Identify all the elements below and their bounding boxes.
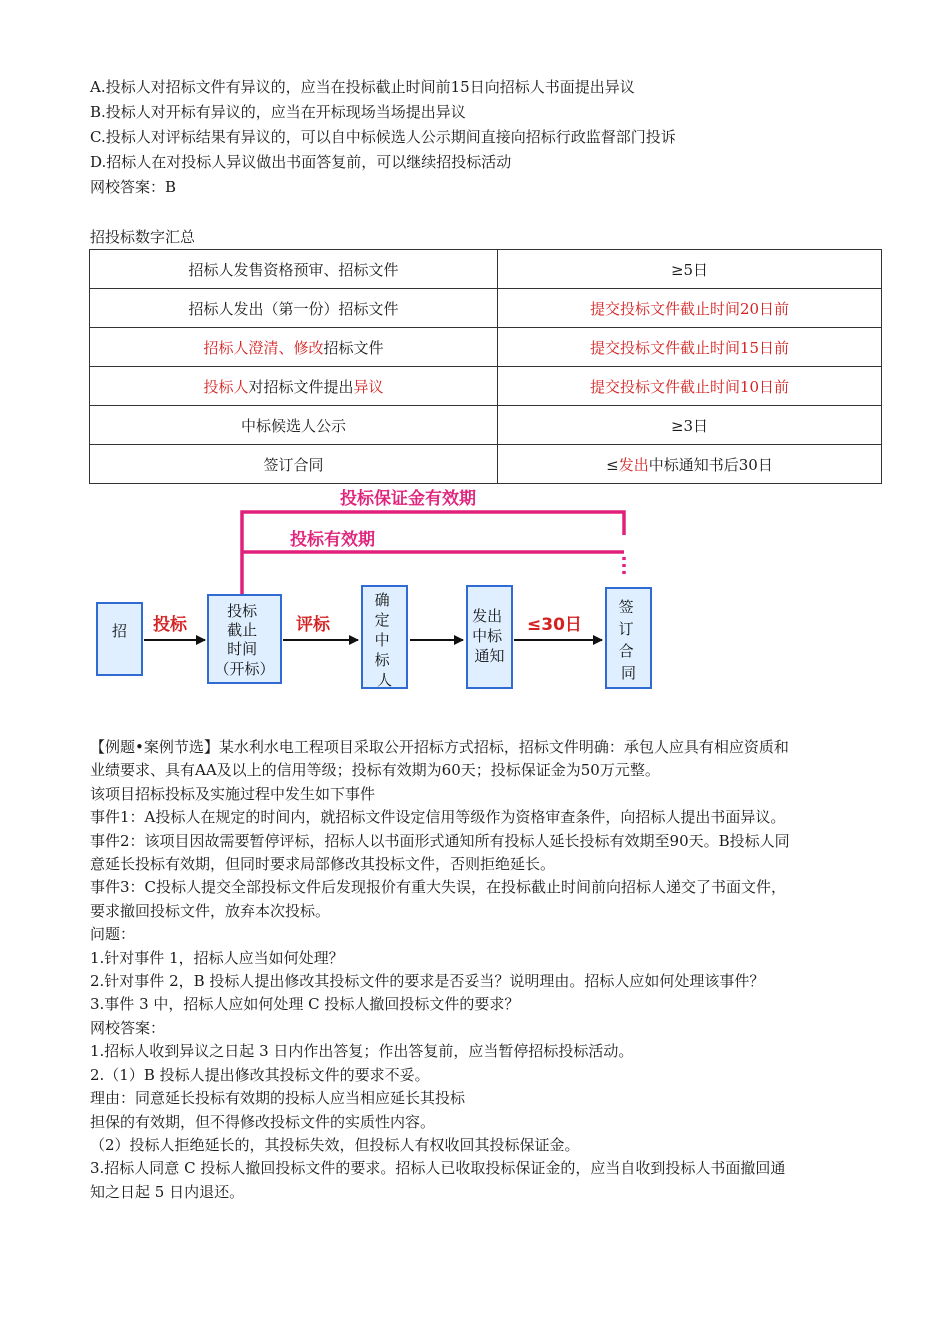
events-title: 该项目招标投标及实施过程中发生如下事件 [90, 784, 376, 803]
cell-text: 中标通知书后30日 [648, 455, 773, 474]
questions-title: 问题： [90, 925, 136, 944]
table-cell: ≥3日 [498, 406, 882, 445]
table-cell: 招标人发售资格预审、招标文件 [90, 250, 498, 289]
box-notice-text: 发出 中标 通知 [472, 607, 505, 665]
option-d: D.招标人在对投标人异议做出书面答复前，可以继续招投标活动 [90, 153, 512, 171]
bond-validity-label: 投标保证金有效期 [340, 489, 476, 509]
table-row [90, 250, 882, 289]
arrow-bid-label: 投标 [153, 615, 187, 635]
question-1: 1.针对事件 1，招标人应当如何处理？ [90, 948, 344, 967]
event-2: 意延长投标有效期，但同时要求局部修改其投标文件，否则拒绝延长。 [90, 855, 556, 874]
answer-2: 理由：同意延长投标有效期的投标人应当相应延长其投标 [90, 1089, 466, 1108]
table-row [90, 445, 882, 484]
event-1: 事件1：A投标人在规定的时间内，就招标文件设定信用等级作为资格审查条件，向招标人提出书面异议。 [90, 808, 786, 827]
table-cell [498, 445, 882, 484]
highlight-text: 发出 [618, 455, 649, 474]
answer-3: 3.招标人同意 C 投标人撤回投标文件的要求。招标人已收取投标保证金的，应当自收到投标人书面撤回通 [90, 1159, 786, 1178]
table-cell: 提交投标文件截止时间10日前 [498, 367, 882, 406]
table-cell: 提交投标文件截止时间15日前 [498, 328, 882, 367]
answers-title: 网校答案： [90, 1018, 166, 1037]
event-3: 事件3：C投标人提交全部投标文件后发现报价有重大失误，在投标截止时间前向招标人递交了书面文件， [90, 878, 787, 897]
cell-text: 对招标文件提出 [248, 377, 354, 396]
box-bidding-text: 招 [111, 622, 128, 640]
option-a: A.投标人对招标文件有异议的，应当在投标截止时间前15日向招标人书面提出异议 [90, 78, 635, 96]
table-cell: 签订合同 [90, 445, 498, 484]
arrow-days-label: ≤30日 [527, 615, 582, 635]
table-row [90, 406, 882, 445]
table-row [90, 367, 882, 406]
highlight-text: 招标人澄清、修改 [203, 338, 324, 357]
box-deadline-text: 投标 截止 时间 （开标） [214, 602, 275, 678]
option-c: C.投标人对评标结果有异议的，可以自中标候选人公示期间直接向招标行政监督部门投诉 [90, 128, 676, 146]
event-3: 要求撤回投标文件，放弃本次投标。 [90, 901, 331, 920]
summary-table [89, 249, 882, 484]
cell-text: ≤ [606, 455, 619, 474]
highlight-text: 投标人 [203, 377, 249, 396]
bid-validity-label: 投标有效期 [290, 530, 375, 550]
bidding-process-diagram [90, 485, 660, 695]
highlight-text: 异议 [353, 377, 384, 396]
answer-2: 担保的有效期，但不得修改投标文件的实质性内容。 [90, 1112, 436, 1131]
cell-text: 招标文件 [323, 338, 384, 357]
arrow-eval-label: 评标 [296, 615, 330, 635]
answer-3: 知之日起 5 日内退还。 [90, 1182, 245, 1201]
event-2: 事件2：该项目因故需要暂停评标，招标人以书面形式通知所有投标人延长投标有效期至90天。B投标人同 [90, 831, 790, 850]
table-row [90, 289, 882, 328]
question-2: 2.针对事件 2，B 投标人提出修改其投标文件的要求是否妥当？说明理由。招标人应如何处理该事件？ [90, 972, 765, 991]
case-intro: 业绩要求、具有AA及以上的信用等级；投标有效期为60天；投标保证金为50万元整。 [90, 761, 660, 780]
table-cell: 招标人发出（第一份）招标文件 [90, 289, 498, 328]
table-cell: 中标候选人公示 [90, 406, 498, 445]
answer-2: 2.（1）B 投标人提出修改其投标文件的要求不妥。 [90, 1065, 430, 1084]
table-cell: ≥5日 [498, 250, 882, 289]
question-3: 3.事件 3 中，招标人应如何处理 C 投标人撤回投标文件的要求？ [90, 995, 520, 1014]
case-study [90, 736, 890, 1204]
summary-title: 招投标数字汇总 [90, 228, 196, 246]
box-contract-text: 签 订 合 同 [618, 598, 637, 682]
answer-1: 1.招标人收到异议之日起 3 日内作出答复；作出答复前，应当暂停招标投标活动。 [90, 1042, 634, 1061]
box-determine-text: 确 定 中 标 人 [374, 591, 393, 689]
table-row [90, 328, 882, 367]
table-cell: 提交投标文件截止时间20日前 [498, 289, 882, 328]
answer: 网校答案：B [90, 178, 177, 196]
answer-2: （2）投标人拒绝延长的，其投标失效，但投标人有权收回其投标保证金。 [90, 1135, 580, 1154]
table-cell [90, 367, 498, 406]
case-intro: 【例题•案例节选】某水利水电工程项目采取公开招标方式招标，招标文件明确：承包人应具有相应资质和 [90, 738, 789, 756]
option-b: B.投标人对开标有异议的，应当在开标现场当场提出异议 [90, 103, 466, 121]
table-cell [90, 328, 498, 367]
